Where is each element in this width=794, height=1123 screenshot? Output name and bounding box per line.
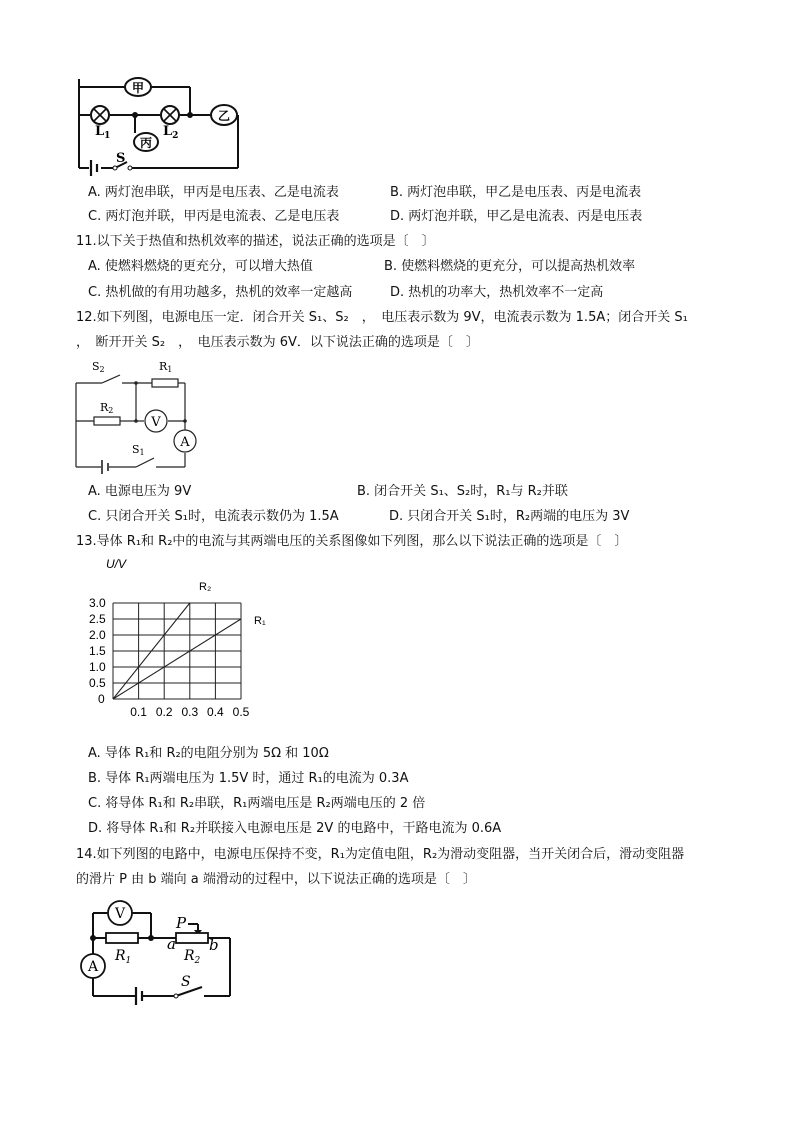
q13-stem: 13.导体 R₁和 R₂中的电流与其两端电压的关系图像如下列图，那么以下说法正确的选项是〔 〕 <box>76 534 628 549</box>
resistor-r1-icon <box>106 933 138 943</box>
label-r1: R1 <box>159 360 173 374</box>
q12-option-d[interactable]: D. 只闭合开关 S₁时，R₂两端的电压为 3V <box>389 509 630 524</box>
meter-jia-icon <box>125 78 151 96</box>
svg-text:V: V <box>114 906 126 922</box>
label-r2: R2 <box>100 401 114 415</box>
label-end-b: b <box>209 936 219 954</box>
rheostat-r2-icon <box>176 933 208 943</box>
y-axis-label: U/V <box>106 557 127 571</box>
x-tick-label: 0.3 <box>181 705 199 719</box>
label-end-a: a <box>167 935 176 953</box>
q13-chart <box>86 552 286 717</box>
label-r2: $R_2$ <box>184 948 201 966</box>
q14-stem-line2: 的滑片 P 由 b 端向 a 端滑动的过程中，以下说法正确的选项是〔 〕 <box>76 872 476 887</box>
q10-option-d[interactable]: D. 两灯泡并联，甲乙是电流表、丙是电压表 <box>390 209 643 224</box>
label-s2: S2 <box>92 360 105 374</box>
q12-stem-line2: ， 断开开关 S₂ ， 电压表示数为 6V．以下说法正确的选项是〔 〕 <box>76 335 479 350</box>
y-tick-label: 0 <box>98 692 105 706</box>
q10-circuit-diagram <box>75 75 245 170</box>
q11-option-c[interactable]: C. 热机做的有用功越多，热机的效率一定越高 <box>88 285 353 300</box>
label-switch-s: S <box>116 151 126 166</box>
lamp-l1-icon <box>91 106 109 124</box>
q14-stem-line1: 14.如下列图的电路中，电源电压保持不变，R₁为定值电阻，R₂为滑动变阻器，当开关闭合后，滑动变阻器 <box>76 847 685 862</box>
voltmeter-icon <box>145 410 167 432</box>
q10-option-a[interactable]: A. 两灯泡串联，甲丙是电压表、乙是电流表 <box>88 185 339 200</box>
ammeter-icon <box>174 430 196 452</box>
y-tick-label: 2.0 <box>89 628 106 642</box>
y-tick-label: 0.5 <box>89 676 106 690</box>
q12-option-a[interactable]: A. 电源电压为 9V <box>88 484 192 499</box>
meter-yi-label: 乙 <box>217 109 231 123</box>
q13-option-c[interactable]: C. 将导体 R₁和 R₂串联，R₁两端电压是 R₂两端电压的 2 倍 <box>88 796 426 811</box>
svg-text:V: V <box>151 415 161 430</box>
y-tick-label: 1.0 <box>89 660 106 674</box>
label-switch-s: S <box>181 974 191 990</box>
svg-text:A: A <box>87 959 99 975</box>
q13-option-a[interactable]: A. 导体 R₁和 R₂的电阻分别为 5Ω 和 10Ω <box>88 746 329 761</box>
q14-circuit-diagram <box>78 897 238 1002</box>
meter-bing-label: 丙 <box>139 136 153 150</box>
meter-yi-icon <box>211 105 237 125</box>
q11-option-d[interactable]: D. 热机的功率大，热机效率不一定高 <box>390 285 604 300</box>
label-p: P <box>176 914 187 932</box>
q13-option-d[interactable]: D. 将导体 R₁和 R₂并联接入电源电压是 2V 的电路中，干路电流为 0.6A <box>88 821 502 836</box>
voltmeter-icon <box>108 901 132 925</box>
resistor-r1-icon <box>152 379 178 387</box>
x-tick-label: 0.5 <box>232 705 250 719</box>
q12-stem-line1: 12.如下列图，电源电压一定．闭合开关 S₁、S₂ ， 电压表示数为 9V，电流表示数为 1.5A；闭合开关 S₁ <box>76 310 688 325</box>
svg-text:A: A <box>180 435 190 450</box>
q12-circuit-diagram <box>74 357 204 472</box>
meter-bing-icon <box>134 133 158 151</box>
x-tick-label: 0.1 <box>130 705 147 719</box>
q11-stem: 11.以下关于热值和热机效率的描述，说法正确的选项是〔 〕 <box>76 234 435 249</box>
label-l1: $L_1$ <box>95 124 111 141</box>
label-l2: $L_2$ <box>163 124 179 141</box>
q12-option-c[interactable]: C. 只闭合开关 S₁时，电流表示数仍为 1.5A <box>88 509 339 524</box>
series-label-r2: R₂ <box>199 581 212 593</box>
x-tick-label: 0.4 <box>207 705 224 719</box>
meter-jia-label: 甲 <box>131 81 145 95</box>
q13-option-b[interactable]: B. 导体 R₁两端电压为 1.5V 时，通过 R₁的电流为 0.3A <box>88 771 409 786</box>
q11-option-a[interactable]: A. 使燃料燃烧的更充分，可以增大热值 <box>88 259 313 274</box>
q11-option-b[interactable]: B. 使燃料燃烧的更充分，可以提高热机效率 <box>384 259 636 274</box>
q10-option-b[interactable]: B. 两灯泡串联，甲乙是电压表、丙是电流表 <box>390 185 642 200</box>
x-tick-label: 0.2 <box>155 705 173 719</box>
series-line-r1 <box>113 619 241 699</box>
label-r1: $R_1$ <box>115 948 132 966</box>
series-label-r1: R₁ <box>254 615 266 627</box>
y-tick-label: 2.5 <box>89 612 106 626</box>
ammeter-icon <box>81 954 105 978</box>
q10-option-c[interactable]: C. 两灯泡并联，甲丙是电流表、乙是电压表 <box>88 209 340 224</box>
label-s1: S1 <box>132 443 145 457</box>
y-tick-label: 1.5 <box>89 644 106 658</box>
q12-option-b[interactable]: B. 闭合开关 S₁、S₂时，R₁与 R₂并联 <box>357 484 568 499</box>
resistor-r2-icon <box>94 417 120 425</box>
y-tick-label: 3.0 <box>89 596 106 610</box>
lamp-l2-icon <box>161 106 179 124</box>
